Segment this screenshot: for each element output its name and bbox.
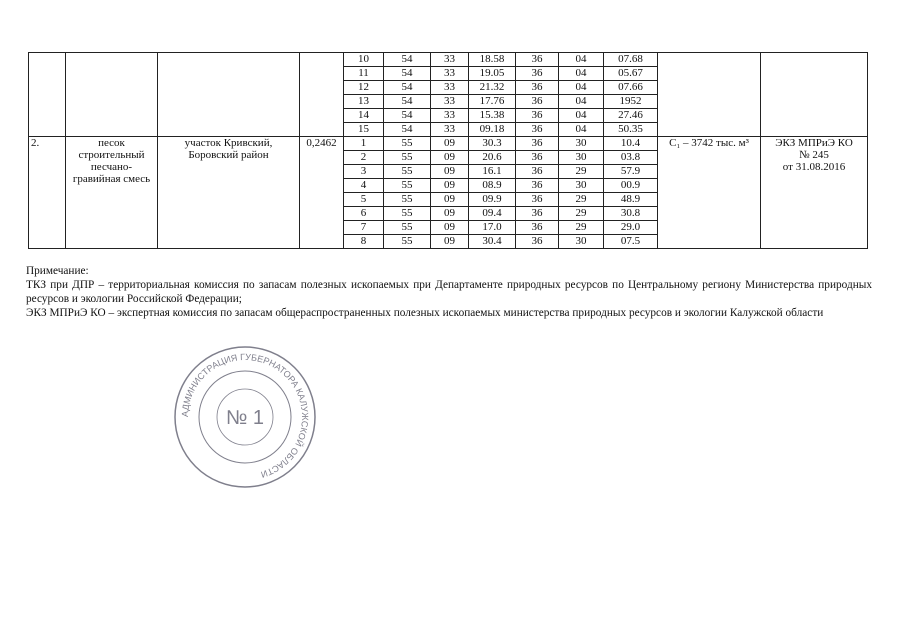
lat-min: 09 xyxy=(431,179,469,193)
lon-deg: 36 xyxy=(516,109,559,123)
lat-sec: 19.05 xyxy=(469,67,516,81)
lon-min: 29 xyxy=(559,165,604,179)
lon-sec: 05.67 xyxy=(604,67,658,81)
lon-min: 04 xyxy=(559,67,604,81)
lon-sec: 27.46 xyxy=(604,109,658,123)
lat-min: 09 xyxy=(431,165,469,179)
lat-sec: 16.1 xyxy=(469,165,516,179)
official-stamp xyxy=(170,342,320,492)
lat-deg: 54 xyxy=(384,67,431,81)
lat-deg: 55 xyxy=(384,179,431,193)
lon-deg: 36 xyxy=(516,207,559,221)
lat-min: 33 xyxy=(431,123,469,137)
lon-sec: 07.68 xyxy=(604,53,658,67)
empty-cell xyxy=(658,53,761,137)
lon-min: 30 xyxy=(559,235,604,249)
lat-min: 33 xyxy=(431,53,469,67)
point-number: 15 xyxy=(344,123,384,137)
lon-deg: 36 xyxy=(516,193,559,207)
approval-line: от 31.08.2016 xyxy=(782,161,846,173)
lat-sec: 30.4 xyxy=(469,235,516,249)
point-number: 13 xyxy=(344,95,384,109)
lat-min: 09 xyxy=(431,193,469,207)
lat-sec: 17.76 xyxy=(469,95,516,109)
approval-line: ЭКЗ МПРиЭ КО xyxy=(775,137,853,149)
reserves: C₁ – 3742 тыс. м³ xyxy=(658,137,761,249)
empty-cell xyxy=(300,53,344,137)
point-number: 2 xyxy=(344,151,384,165)
lon-min: 29 xyxy=(559,207,604,221)
lat-sec: 21.32 xyxy=(469,81,516,95)
lon-min: 04 xyxy=(559,95,604,109)
note-tkz: ТКЗ при ДПР – территориальная комиссия по запасам полезных ископаемых при Департаменте природных ресурсов по Центральному региону Министерства природных ресурсов и экологии Российской Федерации; xyxy=(26,279,872,305)
lat-min: 33 xyxy=(431,67,469,81)
lat-min: 09 xyxy=(431,151,469,165)
lat-deg: 54 xyxy=(384,95,431,109)
stamp-number: № 1 xyxy=(225,407,265,429)
lon-deg: 36 xyxy=(516,235,559,249)
deposit-location: участок Кривский, Боровский район xyxy=(158,137,300,249)
table-row xyxy=(29,53,868,67)
point-number: 1 xyxy=(344,137,384,151)
lat-deg: 55 xyxy=(384,207,431,221)
lon-min: 04 xyxy=(559,123,604,137)
entry-number: 2. xyxy=(29,137,66,249)
notes xyxy=(26,264,872,320)
lat-deg: 54 xyxy=(384,53,431,67)
lat-deg: 55 xyxy=(384,137,431,151)
point-number: 5 xyxy=(344,193,384,207)
point-number: 14 xyxy=(344,109,384,123)
point-number: 7 xyxy=(344,221,384,235)
lon-min: 30 xyxy=(559,137,604,151)
lon-deg: 36 xyxy=(516,123,559,137)
lat-min: 33 xyxy=(431,95,469,109)
lon-min: 30 xyxy=(559,151,604,165)
approval xyxy=(761,137,868,249)
point-number: 8 xyxy=(344,235,384,249)
lon-min: 29 xyxy=(559,193,604,207)
lat-deg: 54 xyxy=(384,109,431,123)
lon-sec: 29.0 xyxy=(604,221,658,235)
lon-deg: 36 xyxy=(516,81,559,95)
lat-sec: 17.0 xyxy=(469,221,516,235)
point-number: 6 xyxy=(344,207,384,221)
lon-deg: 36 xyxy=(516,137,559,151)
lon-min: 04 xyxy=(559,81,604,95)
notes-title: Примечание: xyxy=(26,265,89,277)
lon-deg: 36 xyxy=(516,151,559,165)
lon-sec: 00.9 xyxy=(604,179,658,193)
lon-deg: 36 xyxy=(516,165,559,179)
lat-deg: 55 xyxy=(384,193,431,207)
lon-deg: 36 xyxy=(516,179,559,193)
lon-sec: 30.8 xyxy=(604,207,658,221)
approval-line: № 245 xyxy=(799,149,829,161)
lon-deg: 36 xyxy=(516,53,559,67)
empty-cell xyxy=(66,53,158,137)
lat-min: 09 xyxy=(431,221,469,235)
area-value: 0,2462 xyxy=(300,137,344,249)
point-number: 4 xyxy=(344,179,384,193)
empty-cell xyxy=(158,53,300,137)
lon-deg: 36 xyxy=(516,95,559,109)
lon-sec: 48.9 xyxy=(604,193,658,207)
lon-sec: 1952 xyxy=(604,95,658,109)
lon-sec: 50.35 xyxy=(604,123,658,137)
table-row xyxy=(29,137,868,151)
lat-deg: 55 xyxy=(384,151,431,165)
lat-sec: 09.9 xyxy=(469,193,516,207)
coordinates-table xyxy=(28,52,868,249)
lat-deg: 55 xyxy=(384,165,431,179)
lat-sec: 15.38 xyxy=(469,109,516,123)
lon-sec: 10.4 xyxy=(604,137,658,151)
lon-deg: 36 xyxy=(516,221,559,235)
lat-min: 09 xyxy=(431,235,469,249)
stamp-ring-text: АДМИНИСТРАЦИЯ ГУБЕРНАТОРА КАЛУЖСКОЙ ОБЛАСТИ xyxy=(179,351,311,480)
point-number: 12 xyxy=(344,81,384,95)
lat-sec: 18.58 xyxy=(469,53,516,67)
lat-deg: 55 xyxy=(384,235,431,249)
lat-deg: 54 xyxy=(384,81,431,95)
empty-cell xyxy=(29,53,66,137)
lat-sec: 20.6 xyxy=(469,151,516,165)
lat-deg: 54 xyxy=(384,123,431,137)
lat-deg: 55 xyxy=(384,221,431,235)
point-number: 3 xyxy=(344,165,384,179)
point-number: 10 xyxy=(344,53,384,67)
lat-sec: 09.4 xyxy=(469,207,516,221)
lat-min: 33 xyxy=(431,81,469,95)
empty-cell xyxy=(761,53,868,137)
lat-sec: 09.18 xyxy=(469,123,516,137)
lon-min: 29 xyxy=(559,221,604,235)
lon-min: 04 xyxy=(559,109,604,123)
lon-min: 30 xyxy=(559,179,604,193)
lat-min: 33 xyxy=(431,109,469,123)
note-ekz: ЭКЗ МПРиЭ КО – экспертная комиссия по запасам общераспространенных полезных ископаемых министерства природных ресурсов и экологии Калужской области xyxy=(26,307,824,319)
lon-sec: 03.8 xyxy=(604,151,658,165)
point-number: 11 xyxy=(344,67,384,81)
lat-sec: 08.9 xyxy=(469,179,516,193)
lat-sec: 30.3 xyxy=(469,137,516,151)
lat-min: 09 xyxy=(431,207,469,221)
lat-min: 09 xyxy=(431,137,469,151)
lon-min: 04 xyxy=(559,53,604,67)
mineral-type: песок строительный песчано-гравийная смесь xyxy=(66,137,158,249)
lon-deg: 36 xyxy=(516,67,559,81)
lon-sec: 07.66 xyxy=(604,81,658,95)
lon-sec: 07.5 xyxy=(604,235,658,249)
lon-sec: 57.9 xyxy=(604,165,658,179)
